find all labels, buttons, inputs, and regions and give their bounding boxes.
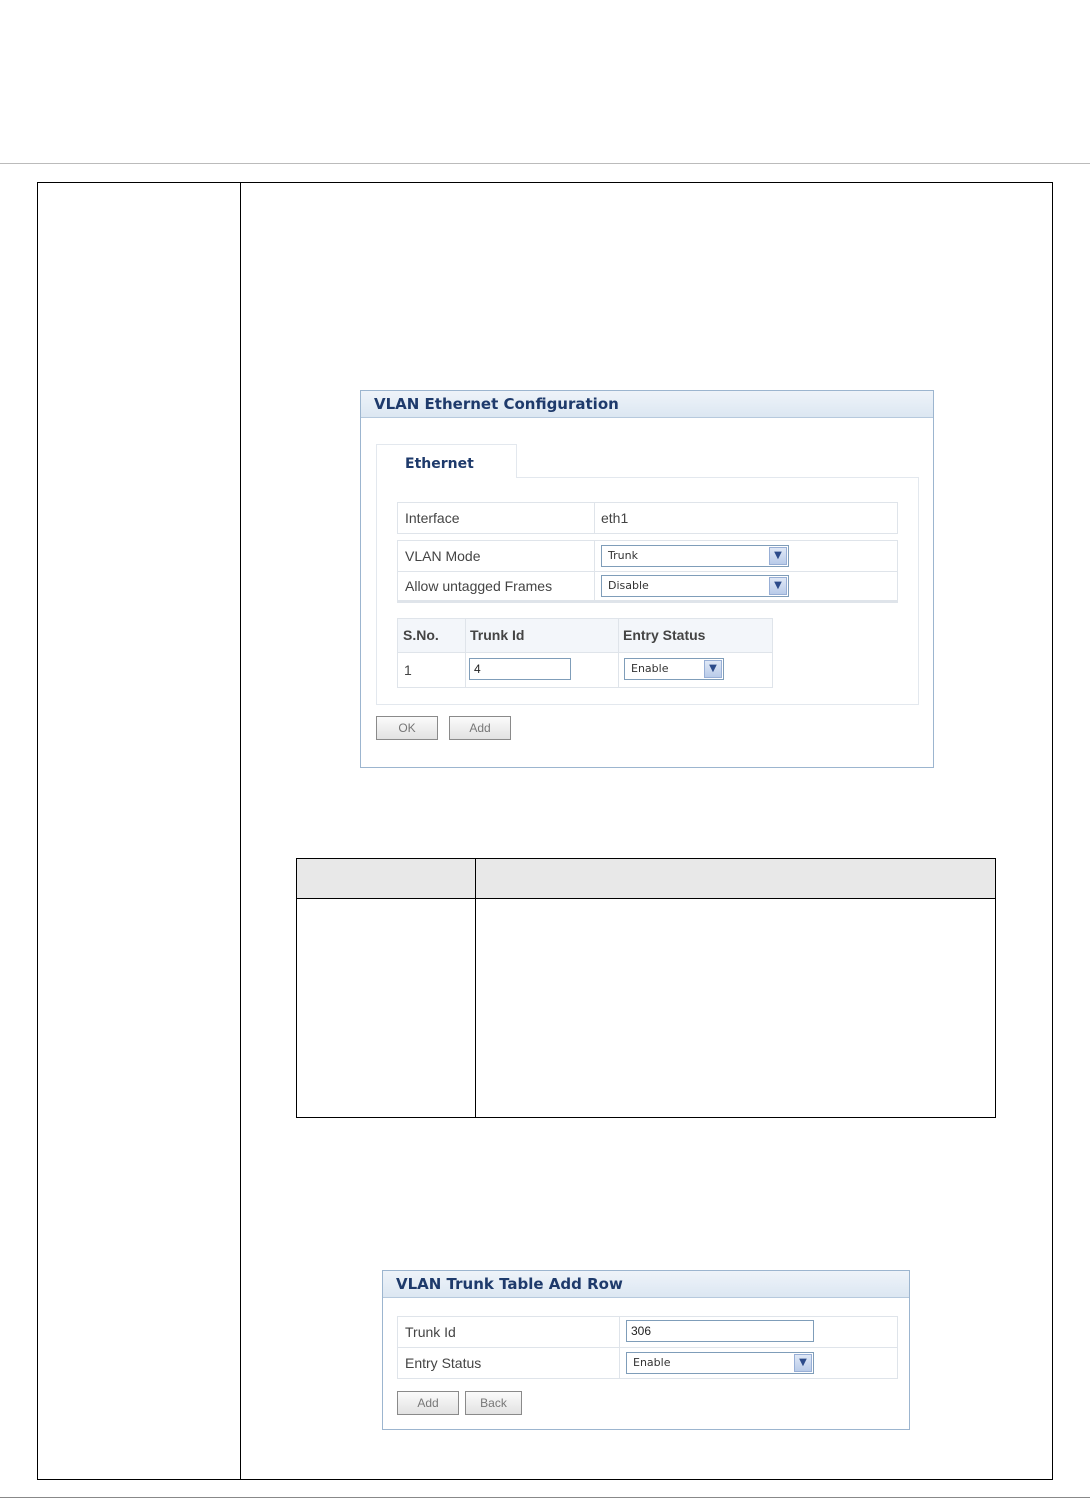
- interface-value: eth1: [601, 510, 629, 526]
- vlan-mode-value: Trunk: [608, 549, 638, 562]
- entry-status-select[interactable]: [626, 1352, 814, 1374]
- trunk-table-header: [398, 619, 772, 653]
- trunk-id-label: Trunk Id: [405, 1324, 456, 1340]
- entry-status-row: [397, 1347, 898, 1379]
- header-rule: [0, 163, 1090, 164]
- parameter-table-divider: [475, 859, 476, 1117]
- interface-row: [397, 502, 898, 534]
- row-sno: 1: [404, 662, 412, 678]
- allow-untagged-row: [397, 571, 898, 603]
- tab-ethernet-label: Ethernet: [405, 456, 474, 472]
- entry-status-label: Entry Status: [405, 1355, 482, 1371]
- back-button[interactable]: Back: [465, 1391, 522, 1415]
- interface-label: Interface: [405, 510, 460, 526]
- vlan-mode-select[interactable]: [601, 545, 789, 567]
- entry-status-select[interactable]: [624, 658, 724, 680]
- allow-untagged-value: Disable: [608, 579, 649, 592]
- add-button[interactable]: Add: [449, 716, 511, 740]
- vlan-mode-label: VLAN Mode: [405, 548, 481, 564]
- parameter-table-header: [297, 859, 995, 899]
- trunk-table: [397, 618, 773, 688]
- col-sno: S.No.: [403, 627, 439, 643]
- add-button[interactable]: Add: [397, 1391, 459, 1415]
- entry-status-value: Enable: [633, 1356, 671, 1369]
- allow-untagged-select[interactable]: [601, 575, 789, 597]
- entry-status-value: Enable: [631, 662, 669, 675]
- trunk-id-input[interactable]: 306: [626, 1320, 814, 1342]
- vlan-mode-row: [397, 540, 898, 572]
- column-divider: [240, 183, 241, 1479]
- trunk-id-row: [397, 1316, 898, 1348]
- panel-title: VLAN Ethernet Configuration: [361, 391, 933, 418]
- panel-title: VLAN Trunk Table Add Row: [383, 1271, 909, 1298]
- chevron-down-icon[interactable]: ▼: [769, 547, 787, 565]
- vlan-trunk-add-panel: [382, 1270, 910, 1430]
- trunk-id-input[interactable]: 4: [469, 658, 571, 680]
- col-entry-status: Entry Status: [623, 627, 706, 643]
- allow-untagged-label: Allow untagged Frames: [405, 578, 553, 594]
- ok-button[interactable]: OK: [376, 716, 438, 740]
- chevron-down-icon[interactable]: ▼: [794, 1354, 812, 1372]
- chevron-down-icon[interactable]: ▼: [769, 577, 787, 595]
- footer-rule: [0, 1497, 1090, 1498]
- vlan-ethernet-panel: [360, 390, 934, 768]
- col-trunk-id: Trunk Id: [470, 627, 525, 643]
- chevron-down-icon[interactable]: ▼: [704, 660, 722, 678]
- tab-ethernet[interactable]: [376, 444, 517, 478]
- parameter-table: [296, 858, 996, 1118]
